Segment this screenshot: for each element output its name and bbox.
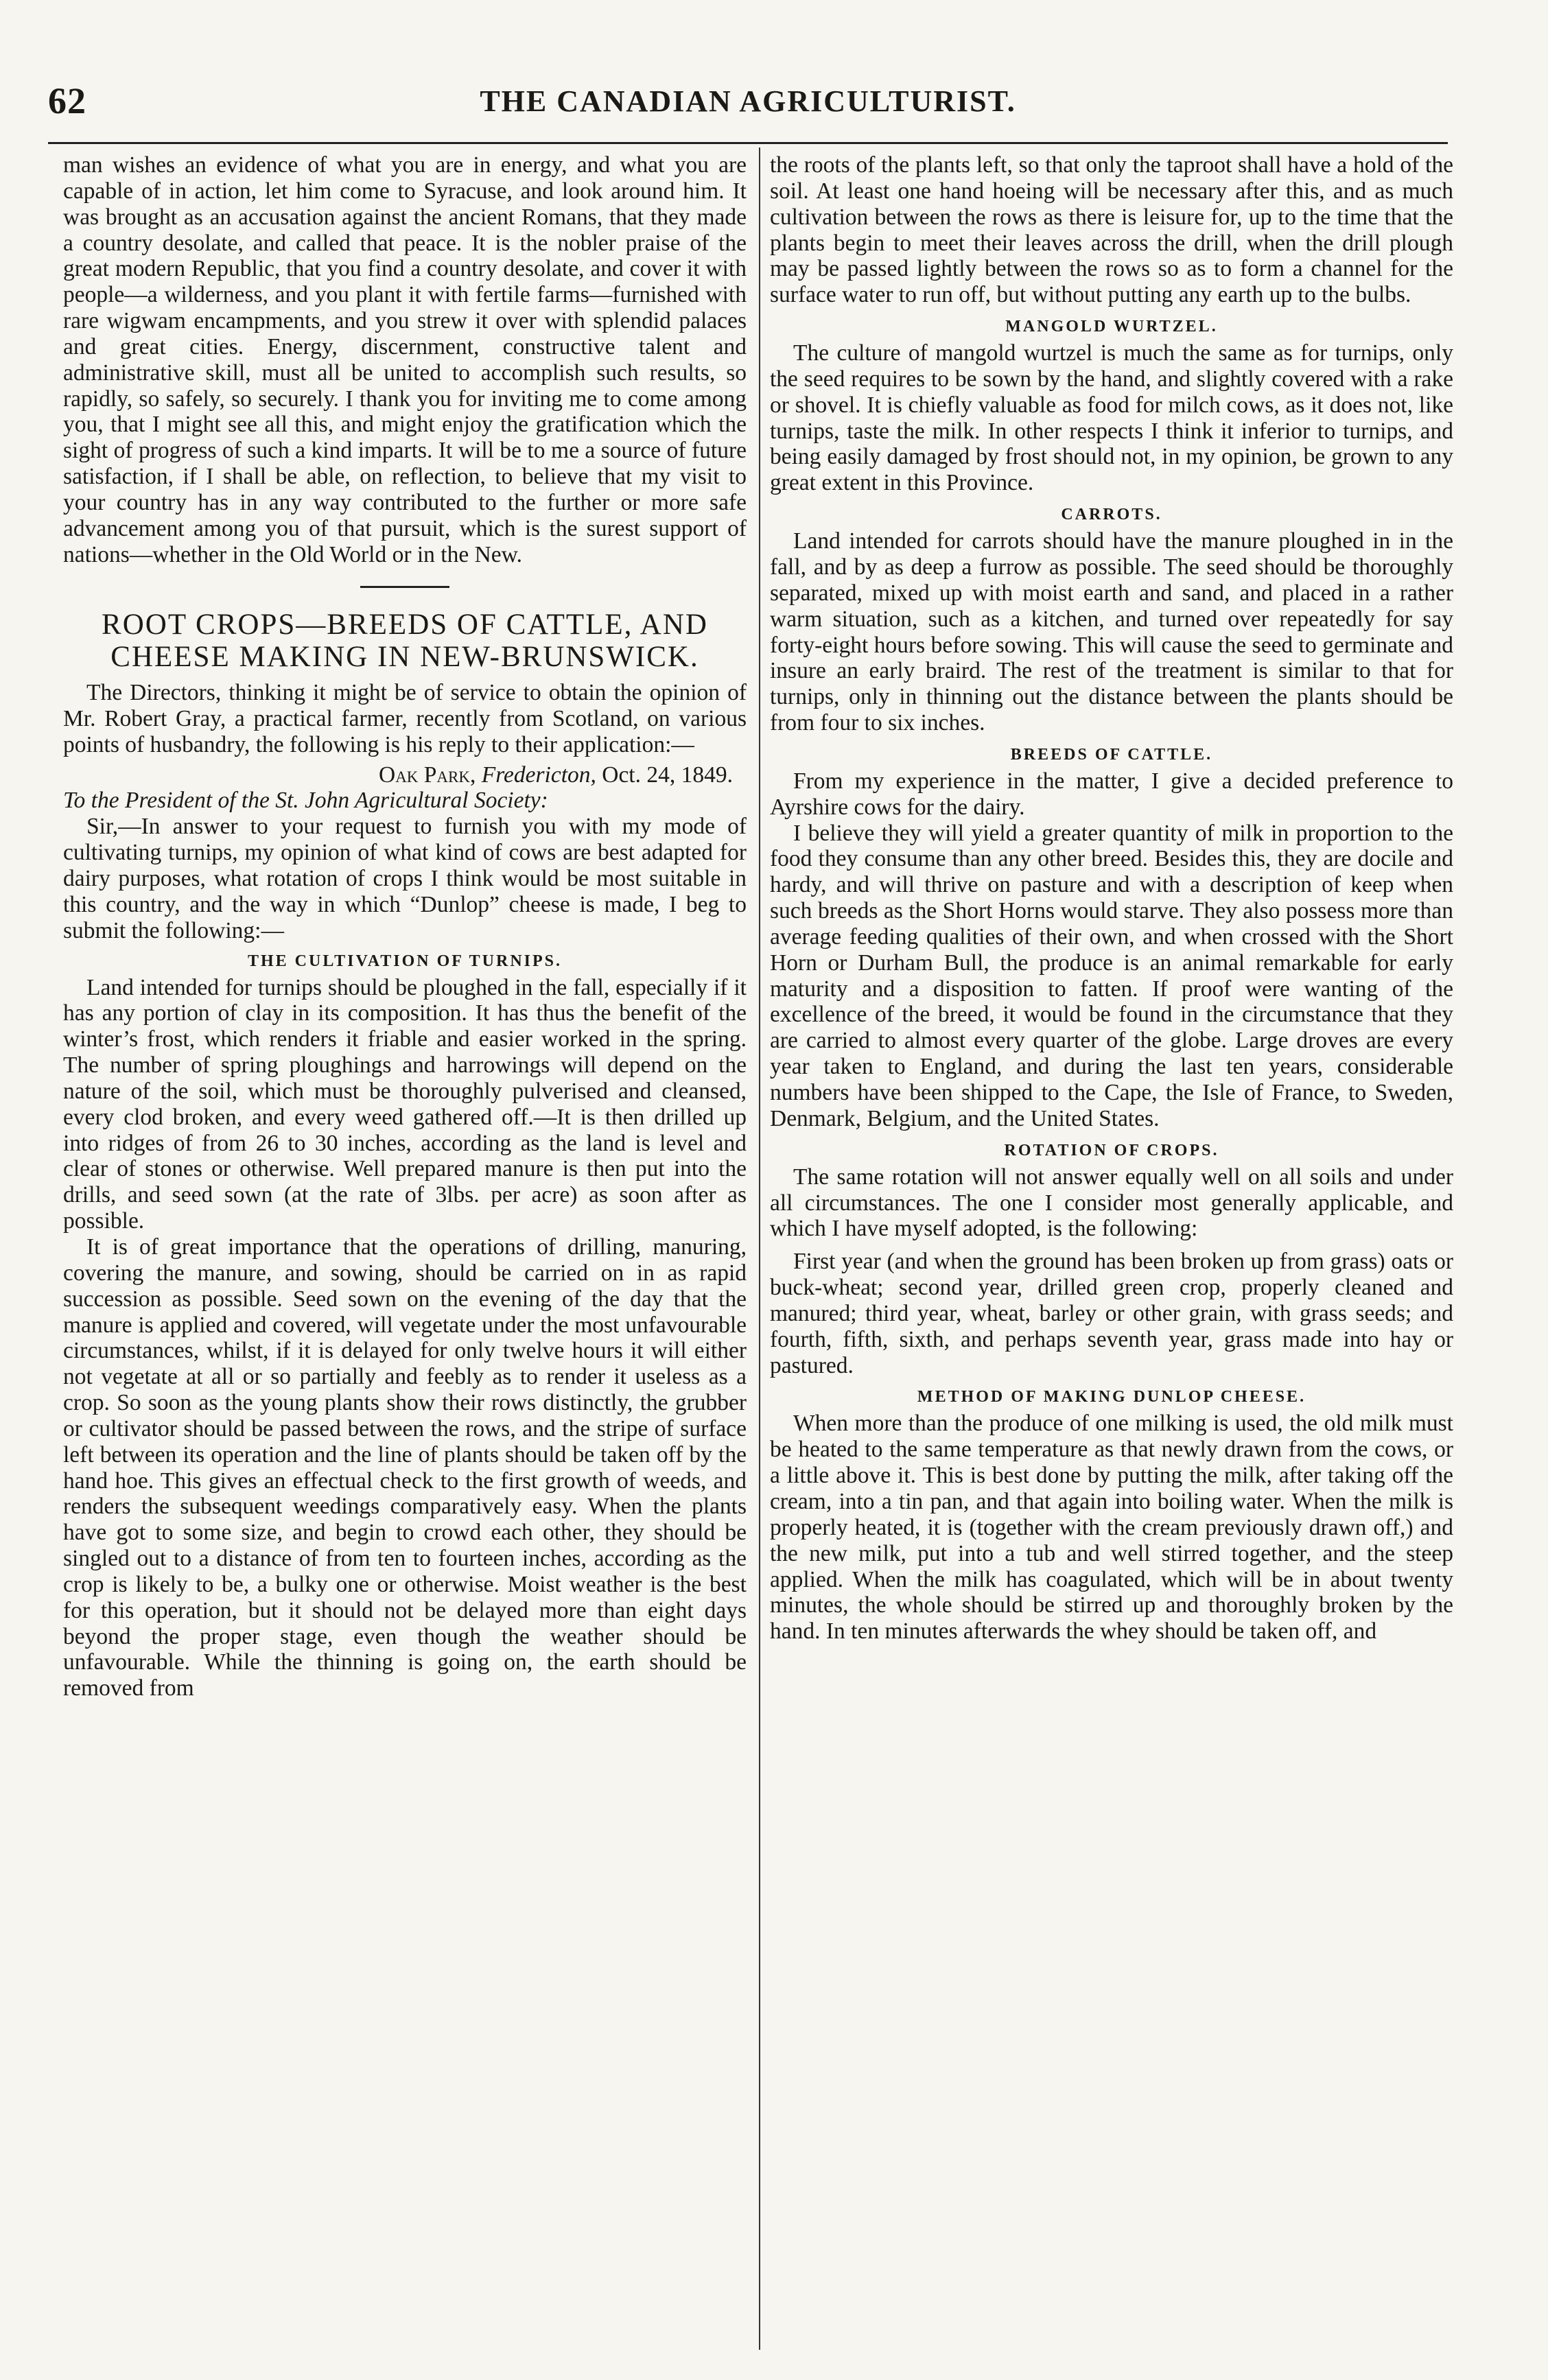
dateline-place: Oak Park,: [379, 762, 476, 788]
article-title-line-2: CHEESE MAKING IN NEW-BRUNSWICK.: [110, 640, 699, 673]
rotation-paragraph-2: First year (and when the ground has been broken up from grass) oats or buck-wheat; second year, drilled green crop, properly cleaned and manured; third year, wheat, barley or other grain, with grass seeds; and fourth, fifth, sixth, and perhaps seventh year, grass made into hay or pastured.: [770, 1249, 1453, 1378]
left-column: [63, 152, 747, 2355]
article-title: [63, 609, 747, 674]
breeds-paragraph-1: From my experience in the matter, I give a decided preference to Ayrshire cows for the dairy.: [770, 768, 1453, 820]
rotation-paragraph-1: The same rotation will not answer equally well on all soils and under all circumstances. The one I consider most generally applicable, and which I have myself adopted, is the following:: [770, 1164, 1453, 1242]
cheese-paragraph: When more than the produce of one milking is used, the old milk must be heated to the same temperature as that newly drawn from the cows, or a little above it. This is best done by putting the milk, after taking off the cream, into a tin pan, and that again into boiling water. When the milk is properly heated, it is (together with the cream previously drawn off,) and the new milk, put into a tub and well stirred together, and the steep applied. When the milk has coagulated, which will be in about twenty minutes, the whole should be stirred up and thoroughly broken by the hand. In ten minutes afterwards the whey should be taken off, and: [770, 1411, 1453, 1645]
mangold-paragraph: The culture of mangold wurtzel is much the same as for turnips, only the seed requires to be sown by the hand, and slightly covered with a rake or shovel. It is chiefly valuable as food for milch cows, as it does not, like turnips, taste the milk. In other respects I think it inferior to turnips, and being easily damaged by frost should not, in my opinion, be grown to any great extent in this Province.: [770, 340, 1453, 496]
turnips-continued: the roots of the plants left, so that only the taproot shall have a hold of the soil. At least one hand hoeing will be necessary after this, and as much cultivation between the rows as there is leisure for, up to the time that the plants begin to meet their leaves across the drill, when the drill plough may be passed lightly between the rows so as to form a channel for the surface water to run off, but without putting any earth up to the bulbs.: [770, 152, 1453, 308]
dateline-date: Oct. 24, 1849.: [602, 762, 733, 788]
right-column: [770, 152, 1453, 2355]
breeds-paragraph-2: I believe they will yield a greater quantity of milk in proportion to the food they consume than any other breed. Besides this, they are docile and hardy, and will thrive on pasture and with a description of keep when such breeds as the Short Horns would starve. They also possess more than average feeding qualities of their own, and when crossed with the Short Horn or Durham Bull, the produce is an animal remarkable for early maturity and a disposition to fatten. If proof were wanting of the excellence of the breed, it would be found in the circumstance that they are carried to almost every quarter of the globe. Large droves are every year taken to England, and during the last ten years, considerable numbers have been shipped to the Cape, the Isle of France, to Sweden, Denmark, Belgium, and the United States.: [770, 820, 1453, 1131]
salutation: To the President of the St. John Agricultural Society:: [63, 788, 548, 814]
carrots-paragraph: Land intended for carrots should have the manure ploughed in in the fall, and by as deep a furrow as possible. The seed should be thoroughly separated, mixed up with moist earth and sand, and placed in a rather warm situation, such as a kitchen, and turned over repeatedly for say forty-eight hours before sowing. This will cause the seed to germinate and insure an early braird. The rest of the treatment is similar to that for turnips, only in thinning out the distance between the plants should be from four to six inches.: [770, 528, 1453, 736]
carrots-heading: CARROTS.: [1061, 506, 1162, 524]
letter-opening: Sir,—In answer to your request to furnish you with my mode of cultivating turnips, my opinion of what kind of cows are best adapted for dairy purposes, what rotation of crops I think would be most suitable in this country, and the way in which “Dunlop” cheese is made, I beg to submit the following:—: [63, 814, 747, 943]
mangold-heading: MANGOLD WURTZEL.: [1005, 318, 1218, 336]
cheese-heading: METHOD OF MAKING DUNLOP CHEESE.: [917, 1388, 1306, 1406]
breeds-heading: BREEDS OF CATTLE.: [1010, 745, 1213, 764]
article-title-line-1: ROOT CROPS—BREEDS OF CATTLE, AND: [102, 608, 708, 641]
turnips-paragraph-2: It is of great importance that the operations of drilling, manuring, covering the manure, and sowing, should be carried on in as rapid succession as possible. Seed sown on the evening of the day that the manure is applied and covered, will vegetate under the most unfavourable circumstances, whilst, if it is delayed for only twelve hours it will either not vegetate at all or so partially and feebly as to render it useless as a crop. So soon as the young plants show their rows distinctly, the grubber or cultivator should be passed between the rows, and the stripe of surface left between its operation and the line of plants should be taken off by the hand hoe. This gives an effectual check to the first growth of weeds, and renders the subsequent weedings comparatively easy. When the plants have got to some size, and begin to crowd each other, they should be singled out to a distance of from ten to fourteen inches, according as the crop is likely to be, a bulky one or otherwise. Moist weather is the best for this operation, but it should not be delayed more than eight days beyond the proper stage, even though the weather should be unfavourable. While the thinning is going on, the earth should be removed from: [63, 1234, 747, 1701]
page-number: 62: [48, 80, 86, 121]
rotation-heading: ROTATION OF CROPS.: [1004, 1141, 1219, 1159]
dateline-city: Fredericton,: [481, 762, 596, 788]
running-title: THE CANADIAN AGRICULTURIST.: [480, 84, 1016, 118]
header-rule: [48, 142, 1448, 144]
column-divider: [759, 148, 760, 2350]
lead-paragraph: The Directors, thinking it might be of service to obtain the opinion of Mr. Robert Gray, a practical farmer, recently from Scotland, on various points of husbandry, the following is his reply to their application:—: [63, 680, 747, 757]
dateline: [63, 762, 747, 788]
page-header: [48, 66, 1448, 128]
intro-paragraph: man wishes an evidence of what you are in energy, and what you are capable of in action, let him come to Syracuse, and look around him. It was brought as an accusation against the ancient Romans, that they made a country desolate, and called that peace. It is the nobler praise of the great modern Republic, that you find a country desolate, and cover it with people—a wilderness, and you plant it with fertile farms—furnished with rare wigwam encampments, and you strew it over with splendid palaces and great cities. Energy, discernment, constructive talent and administrative skill, must all be united to accomplish such results, so rapidly, so safely, so securely. I thank you for inviting me to come among you, that I might see all this, and might enjoy the gratification which the sight of progress of such a kind imparts. It will be to me a source of future satisfaction, if I shall be able, on reflection, to believe that my visit to your country has in any way contributed to the further or more safe advancement among you of that pursuit, which is the surest support of nations—whether in the Old World or in the New.: [63, 152, 747, 567]
turnips-paragraph-1: Land intended for turnips should be ploughed in the fall, especially if it has any portion of clay in its composition. It has thus the benefit of the winter’s frost, which renders it friable and easier worked in the spring. The number of spring ploughings and harrowings will depend on the nature of the soil, which must be thoroughly pulverised and cleansed, every clod broken, and every weed gathered off.—It is then drilled up into ridges of from 26 to 30 inches, according as the land is level and clear of stones or otherwise. Well prepared manure is then put into the drills, and seed sown (at the rate of 3lbs. per acre) as soon after as possible.: [63, 974, 747, 1234]
turnips-heading: THE CULTIVATION OF TURNIPS.: [248, 952, 562, 970]
